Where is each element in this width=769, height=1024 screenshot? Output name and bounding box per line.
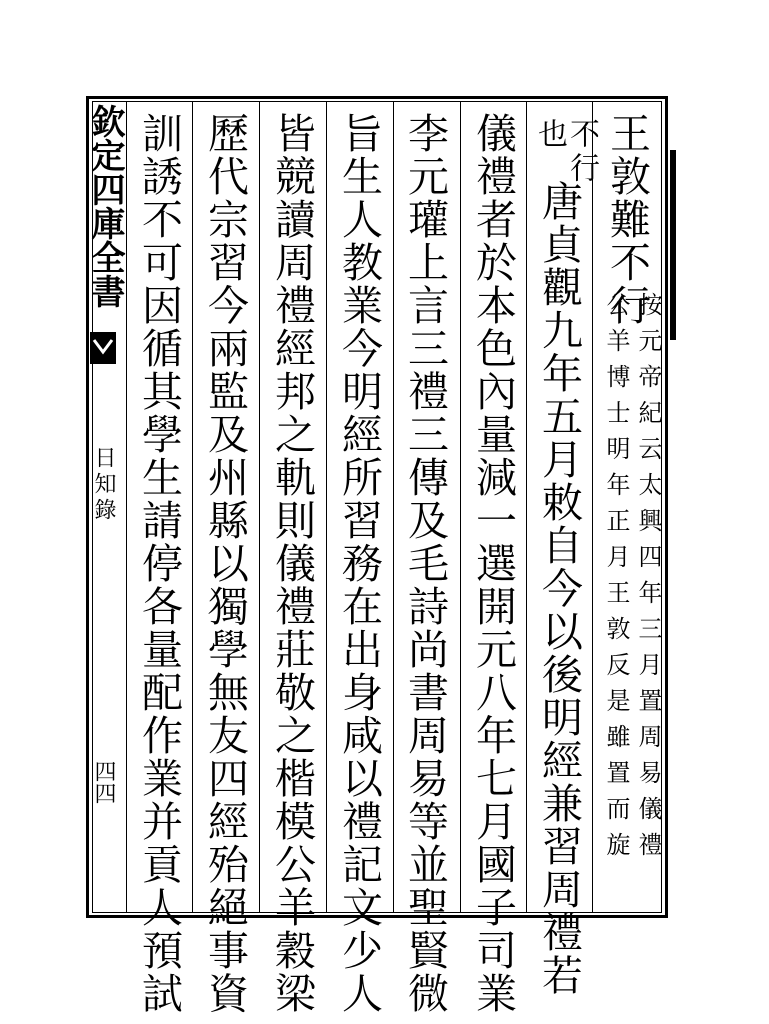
- text-column-3: 儀禮者於本色內量減一選開元八年七月國子司業: [469, 112, 517, 1015]
- text-column-8: 訓誘不可因循其學生請停各量配作業并貢人預試: [135, 112, 183, 1015]
- text-column-1: 王敦難不行: [603, 112, 651, 327]
- collection-title: 欽定四庫全書: [85, 104, 125, 308]
- text-column-6: 皆競讀周禮經邦之軌則儀禮莊敬之楷模公羊穀梁: [268, 112, 316, 1015]
- column-rule: [592, 101, 593, 913]
- text-column-5: 旨生人教業今明經所習務在出身咸以禮記文少人: [335, 112, 383, 1015]
- text-column-2-prefix2: 不行: [564, 118, 599, 186]
- fish-tail-icon: [88, 330, 118, 366]
- annotation-column-2: 公羊博士明年正月王敦反是雖置而旋: [602, 292, 630, 868]
- page-number: 四四: [91, 760, 116, 804]
- annotation-column-1: 按元帝紀云太興四年三月置周易儀禮: [634, 292, 662, 868]
- column-rule: [326, 101, 327, 913]
- text-column-4: 李元瓘上言三禮三傳及毛詩尚書周易等並聖賢微: [401, 112, 449, 1015]
- text-column-2-prefix: 也: [532, 118, 567, 152]
- column-rule: [460, 101, 461, 913]
- text-column-2: 唐貞觀九年五月敕自今以後明經兼習周禮若: [535, 180, 583, 997]
- book-title: 日知錄: [91, 446, 116, 524]
- column-rule: [192, 101, 193, 913]
- text-column-7: 歷代宗習今兩監及州縣以獨學無友四經殆絕事資: [201, 112, 249, 1015]
- column-rule: [126, 101, 127, 913]
- column-rule: [526, 101, 527, 913]
- column-rule: [259, 101, 260, 913]
- column-rule: [393, 101, 394, 913]
- margin-bar: [670, 150, 676, 340]
